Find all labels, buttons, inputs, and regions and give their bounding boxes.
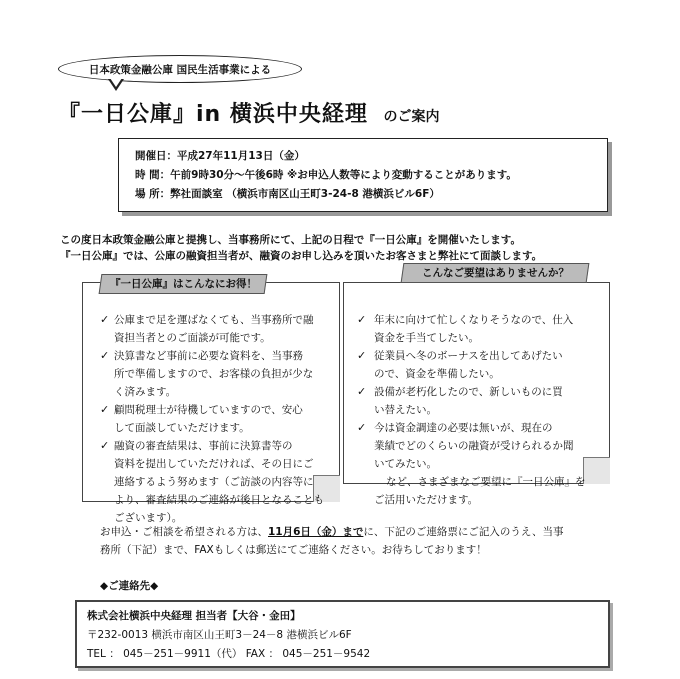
benefit-item: 公庫まで足を運ばなくても、当事務所で融 資担当者とのご面談が可能です。	[114, 314, 314, 344]
check-icon: ✓	[100, 403, 110, 416]
page-fold	[583, 457, 610, 484]
requests-closing: など、さまざまなご要望に『一日公庫』を ご活用いただけます。	[374, 476, 586, 506]
check-icon: ✓	[357, 313, 367, 326]
intro-line-2: 『一日公庫』では、公庫の融資担当者が、融資のお申し込みを頂いたお客さまと弊社にて面談します。	[60, 250, 543, 262]
event-time: 時 間：午前9時30分～午後6時 ※お申込人数等により変動することがあります。	[135, 169, 517, 181]
benefit-item: 融資の審査結果は、事前に決算書等の 資料を提出していただければ、その日にご 連絡するよう努めます（ご訪談の内容等に より、審査結果のご連絡が後日となることも ございます）。	[114, 440, 324, 524]
contact-company: 株式会社横浜中央経理 担当者【大谷・金田】	[87, 610, 301, 622]
check-icon: ✓	[357, 385, 367, 398]
check-icon: ✓	[357, 349, 367, 362]
benefit-item: 決算書など事前に必要な資料を、当事務 所で準備しますので、お客様の負担が少な く済みます。	[114, 350, 314, 398]
requests-tab-label: こんなご要望はありませんか？	[421, 267, 569, 279]
check-icon: ✓	[100, 349, 110, 362]
request-item: 今は資金調達の必要は無いが、現在の 業績でどのくらいの融資が受けられるか聞 いてみたい。	[374, 422, 574, 470]
contact-heading: ◆ご連絡先◆	[100, 580, 159, 592]
apply-line-1: お申込・ご相談を希望される方は、11月6日（金）までに、下記のご連絡票にご記入のうえ、当事	[100, 526, 564, 538]
deadline: 11月6日（金）まで	[268, 526, 364, 538]
apply-line-2: 務所（下記）まで、FAXもしくは郵送にてご連絡ください。お待ちしております！	[100, 544, 487, 556]
check-icon: ✓	[357, 421, 367, 434]
intro-line-1: この度日本政策金融公庫と提携し、当事務所にて、上記の日程で『一日公庫』を開催いたします。	[60, 234, 521, 246]
event-details-box	[118, 138, 608, 212]
intro-bubble	[58, 55, 302, 83]
benefits-tab-label: 『一日公庫』はこんなにお得！	[109, 278, 257, 290]
check-icon: ✓	[100, 313, 110, 326]
request-item: 年末に向けて忙しくなりそうなので、仕入 資金を手当てしたい。	[374, 314, 574, 344]
contact-phone: TEL ： 045－251－9911（代） FAX ： 045－251－9542	[87, 648, 371, 660]
event-date: 開催日：平成27年11月13日（金）	[135, 150, 305, 162]
benefit-item: 顧問税理士が待機していますので、安心 して面談していただけます。	[114, 404, 303, 434]
benefits-tab	[99, 274, 268, 294]
check-icon: ✓	[100, 439, 110, 452]
title-main: 『一日公庫』in 横浜中央経理	[58, 102, 368, 127]
page-title	[58, 97, 618, 128]
contact-address: 〒232-0013 横浜市南区山王町3－24－8 港横浜ビル6F	[87, 629, 352, 641]
bubble-text: 日本政策金融公庫 国民生活事業による	[88, 64, 272, 76]
title-sub: のご案内	[383, 109, 440, 125]
contact-box	[75, 600, 610, 668]
request-item: 従業員へ冬のボーナスを出してあげたい ので、資金を準備したい。	[374, 350, 563, 380]
requests-tab	[401, 263, 590, 283]
event-place: 場 所：弊社面談室 （横浜市南区山王町3-24-8 港横浜ビル6F）	[135, 188, 440, 200]
bubble-tail-inner	[110, 78, 122, 87]
request-item: 設備が老朽化したので、新しいものに買 い替えたい。	[374, 386, 563, 416]
